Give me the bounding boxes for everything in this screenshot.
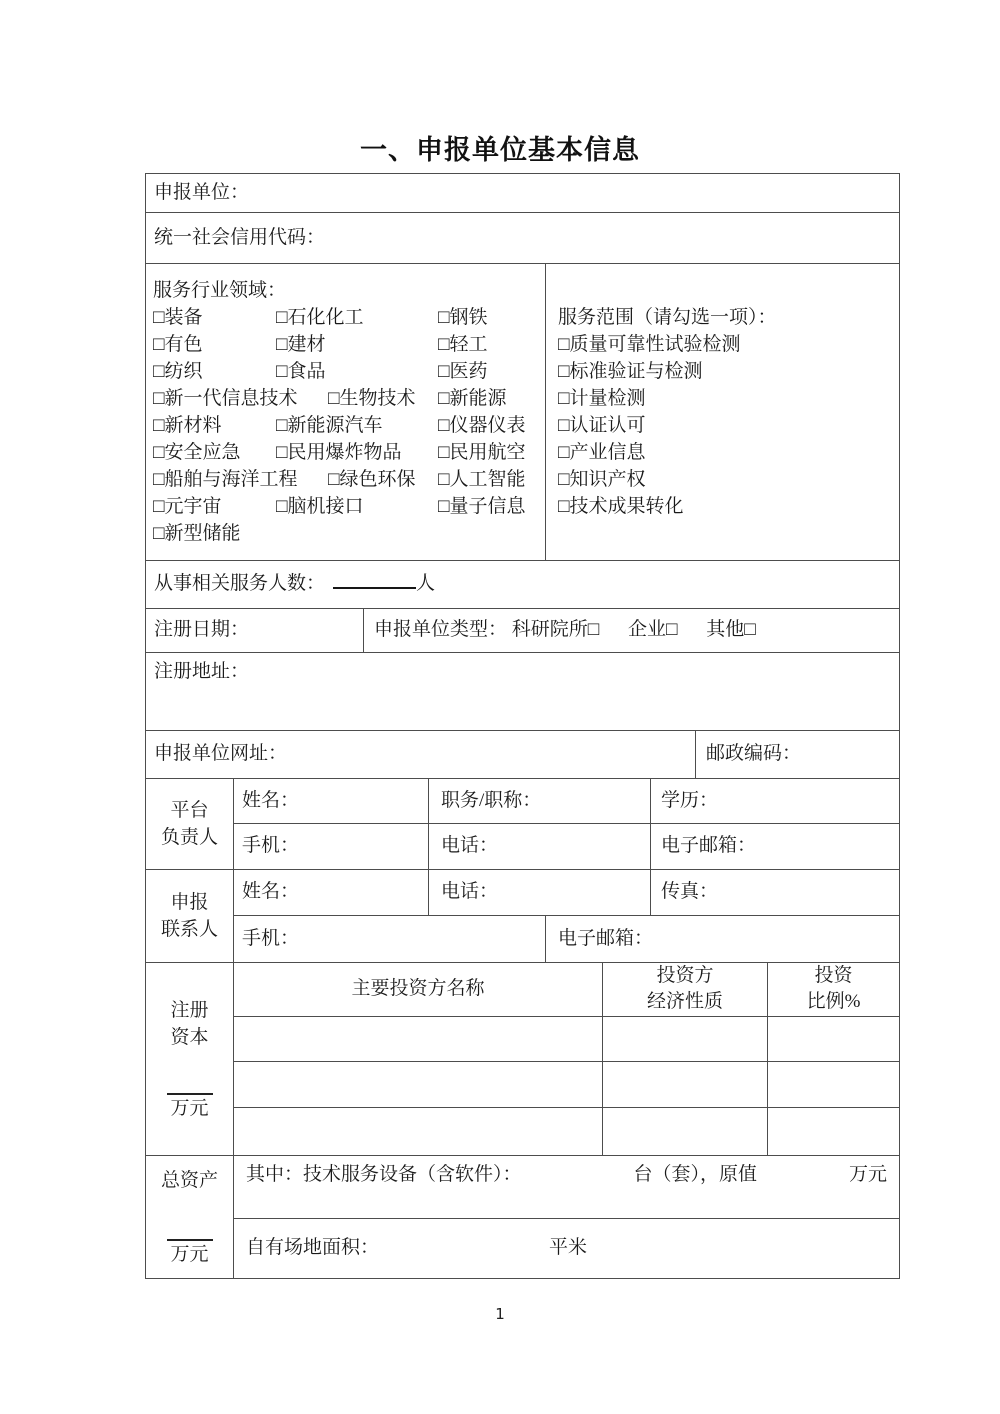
checkbox-item[interactable]: □医药 — [438, 361, 488, 382]
checkbox-item[interactable]: □新能源 — [438, 388, 507, 409]
scope-label: 服务范围（请勾选一项）： — [558, 307, 777, 328]
investor-ratio-cell[interactable] — [768, 1108, 899, 1155]
reg-address-row — [146, 653, 899, 731]
checkbox-item[interactable]: □建材 — [276, 334, 326, 355]
checkbox-item[interactable]: □知识产权 — [558, 469, 646, 490]
checkbox-item[interactable]: □民用航空 — [438, 442, 526, 463]
checkbox-item[interactable]: □计量检测 — [558, 388, 646, 409]
investor-nature-line: 经济性质 — [646, 991, 723, 1013]
declare-unit-row — [146, 174, 899, 213]
checkbox-item[interactable]: □轻工 — [438, 334, 488, 355]
contact-name-label[interactable]: 姓名： — [234, 870, 429, 915]
staff-count-row — [146, 561, 899, 609]
leader-phone-label[interactable]: 电话： — [429, 824, 651, 869]
investor-ratio-cell[interactable] — [768, 1062, 899, 1107]
equipment-mid-label: 台（套），原值 — [633, 1164, 758, 1185]
unit-type-option[interactable]: 科研院所□ — [511, 619, 600, 640]
capital-header-line: 注册 — [170, 999, 209, 1021]
staff-count-cell — [146, 561, 899, 608]
industry-line — [146, 493, 545, 520]
page-number: 1 — [495, 1305, 505, 1323]
investor-nature-cell[interactable] — [603, 1062, 768, 1107]
checkbox-item[interactable]: □量子信息 — [438, 496, 526, 517]
leader-position-label[interactable]: 职务/职称： — [429, 779, 651, 823]
site-area-label: 自有场地面积： — [246, 1237, 380, 1258]
investor-row — [234, 1017, 899, 1063]
checkbox-item[interactable]: □民用爆炸物品 — [276, 442, 402, 463]
checkbox-item[interactable]: □新型储能 — [153, 523, 241, 544]
checkbox-item[interactable]: □质量可靠性试验检测 — [558, 334, 741, 355]
investor-nature-cell[interactable] — [603, 1108, 768, 1155]
assets-header-line: 总资产 — [160, 1169, 218, 1191]
reg-address-label[interactable]: 注册地址： — [154, 661, 250, 682]
platform-leader-header-line: 负责人 — [160, 827, 218, 848]
declare-unit-label[interactable]: 申报单位： — [154, 182, 250, 203]
leader-row-2 — [234, 824, 899, 869]
credit-code-row — [146, 213, 899, 264]
investor-nature-line: 投资方 — [656, 965, 714, 987]
checkbox-item[interactable]: □元宇宙 — [153, 496, 222, 517]
contact-header-line: 联系人 — [160, 919, 218, 940]
assets-unit: 万元 — [170, 1243, 209, 1265]
checkbox-item[interactable]: □食品 — [276, 361, 326, 382]
checkbox-item[interactable]: □石化化工 — [276, 307, 364, 328]
investor-name-cell[interactable] — [234, 1017, 603, 1062]
checkbox-item[interactable]: □装备 — [153, 307, 203, 328]
contact-row-1 — [234, 870, 899, 916]
website-postcode-row — [146, 731, 899, 779]
investor-ratio-cell[interactable] — [768, 1017, 899, 1062]
assets-row-1 — [234, 1156, 899, 1219]
leader-name-label[interactable]: 姓名： — [234, 779, 429, 823]
equipment-unit-label: 万元 — [849, 1164, 888, 1185]
checkbox-item[interactable]: □产业信息 — [558, 442, 646, 463]
website-label[interactable]: 申报单位网址： — [146, 731, 696, 778]
checkbox-item[interactable]: □钢铁 — [438, 307, 488, 328]
contact-mobile-label[interactable]: 手机： — [234, 916, 546, 962]
unit-type-cell — [364, 609, 899, 652]
industry-label: 服务行业领域： — [153, 280, 287, 301]
capital-section — [146, 963, 899, 1156]
checkbox-item[interactable]: □新材料 — [153, 415, 222, 436]
checkbox-item[interactable]: □安全应急 — [153, 442, 241, 463]
credit-code-label[interactable]: 统一社会信用代码： — [154, 227, 326, 248]
contact-phone-label[interactable]: 电话： — [429, 870, 651, 915]
investor-nature-cell[interactable] — [603, 1017, 768, 1062]
basic-info-table — [145, 173, 900, 1279]
checkbox-item[interactable]: □船舶与海洋工程 — [153, 469, 298, 490]
leader-mobile-label[interactable]: 手机： — [234, 824, 429, 869]
industry-line — [146, 466, 545, 493]
page-title: 一、申报单位基本信息 — [360, 135, 640, 165]
unit-type-option[interactable]: 企业□ — [628, 619, 678, 640]
checkbox-item[interactable]: □纺织 — [153, 361, 203, 382]
regdate-type-row — [146, 609, 899, 653]
unit-type-option[interactable]: 其他□ — [706, 619, 756, 640]
site-area-cell[interactable] — [234, 1219, 899, 1278]
checkbox-item[interactable]: □认证认可 — [558, 415, 646, 436]
investor-name-cell[interactable] — [234, 1062, 603, 1107]
contact-header-line: 申报 — [170, 892, 209, 913]
postcode-label[interactable]: 邮政编码： — [706, 743, 802, 764]
capital-header — [146, 963, 234, 1155]
industry-line — [146, 520, 545, 547]
platform-leader-header-line: 平台 — [170, 800, 209, 821]
reg-date-label[interactable]: 注册日期： — [146, 609, 364, 652]
checkbox-item[interactable]: □生物技术 — [328, 388, 416, 409]
investor-name-col: 主要投资方名称 — [234, 963, 603, 1016]
platform-leader-header — [146, 779, 234, 869]
investor-row — [234, 1108, 899, 1155]
industry-line — [146, 304, 545, 331]
industry-line — [146, 385, 545, 412]
checkbox-item[interactable]: □有色 — [153, 334, 203, 355]
investor-ratio-col — [768, 963, 899, 1016]
leader-email-label[interactable]: 电子邮箱： — [661, 834, 757, 856]
contact-email-label[interactable]: 电子邮箱： — [558, 927, 654, 949]
staff-count-unit: 人 — [416, 573, 436, 594]
assets-section — [146, 1156, 899, 1278]
investor-row — [234, 1062, 899, 1108]
checkbox-item[interactable]: □新能源汽车 — [276, 415, 383, 436]
industry-line — [146, 358, 545, 385]
investor-nature-col — [603, 963, 768, 1016]
checkbox-item[interactable]: □人工智能 — [438, 469, 526, 490]
checkbox-item[interactable]: □脑机接口 — [276, 496, 364, 517]
checkbox-item[interactable]: □技术成果转化 — [558, 496, 684, 517]
contact-row-2 — [234, 916, 899, 962]
industry-line — [146, 439, 545, 466]
contact-header — [146, 870, 234, 962]
checkbox-item[interactable]: □绿色环保 — [328, 469, 416, 490]
equipment-cell[interactable] — [234, 1156, 899, 1218]
scope-cell — [546, 264, 899, 560]
checkbox-item[interactable]: □仪器仪表 — [438, 415, 526, 436]
contact-section — [146, 870, 899, 963]
checkbox-item[interactable]: □新一代信息技术 — [153, 388, 298, 409]
assets-row-2 — [234, 1219, 899, 1278]
industry-scope-row — [146, 264, 899, 561]
staff-count-blank[interactable] — [333, 568, 416, 589]
assets-header — [146, 1156, 234, 1278]
investor-ratio-line: 投资 — [814, 965, 853, 987]
checkbox-item[interactable]: □标准验证与检测 — [558, 361, 703, 382]
contact-fax-label[interactable]: 传真： — [661, 881, 719, 902]
capital-unit: 万元 — [170, 1097, 209, 1119]
industry-line — [146, 412, 545, 439]
leader-education-label[interactable]: 学历： — [661, 790, 719, 811]
leader-row-1 — [234, 779, 899, 824]
investor-header-row — [234, 963, 899, 1017]
equipment-label: 其中：技术服务设备（含软件）： — [246, 1164, 522, 1185]
investor-ratio-line: 比例% — [806, 991, 861, 1013]
industry-cell — [146, 264, 546, 560]
capital-header-line: 资本 — [170, 1026, 209, 1048]
staff-count-label: 从事相关服务人数： — [154, 573, 326, 594]
industry-line — [146, 331, 545, 358]
unit-type-label: 申报单位类型： — [374, 619, 508, 640]
site-area-unit: 平米 — [549, 1237, 588, 1258]
platform-leader-section — [146, 779, 899, 870]
investor-name-cell[interactable] — [234, 1108, 603, 1155]
